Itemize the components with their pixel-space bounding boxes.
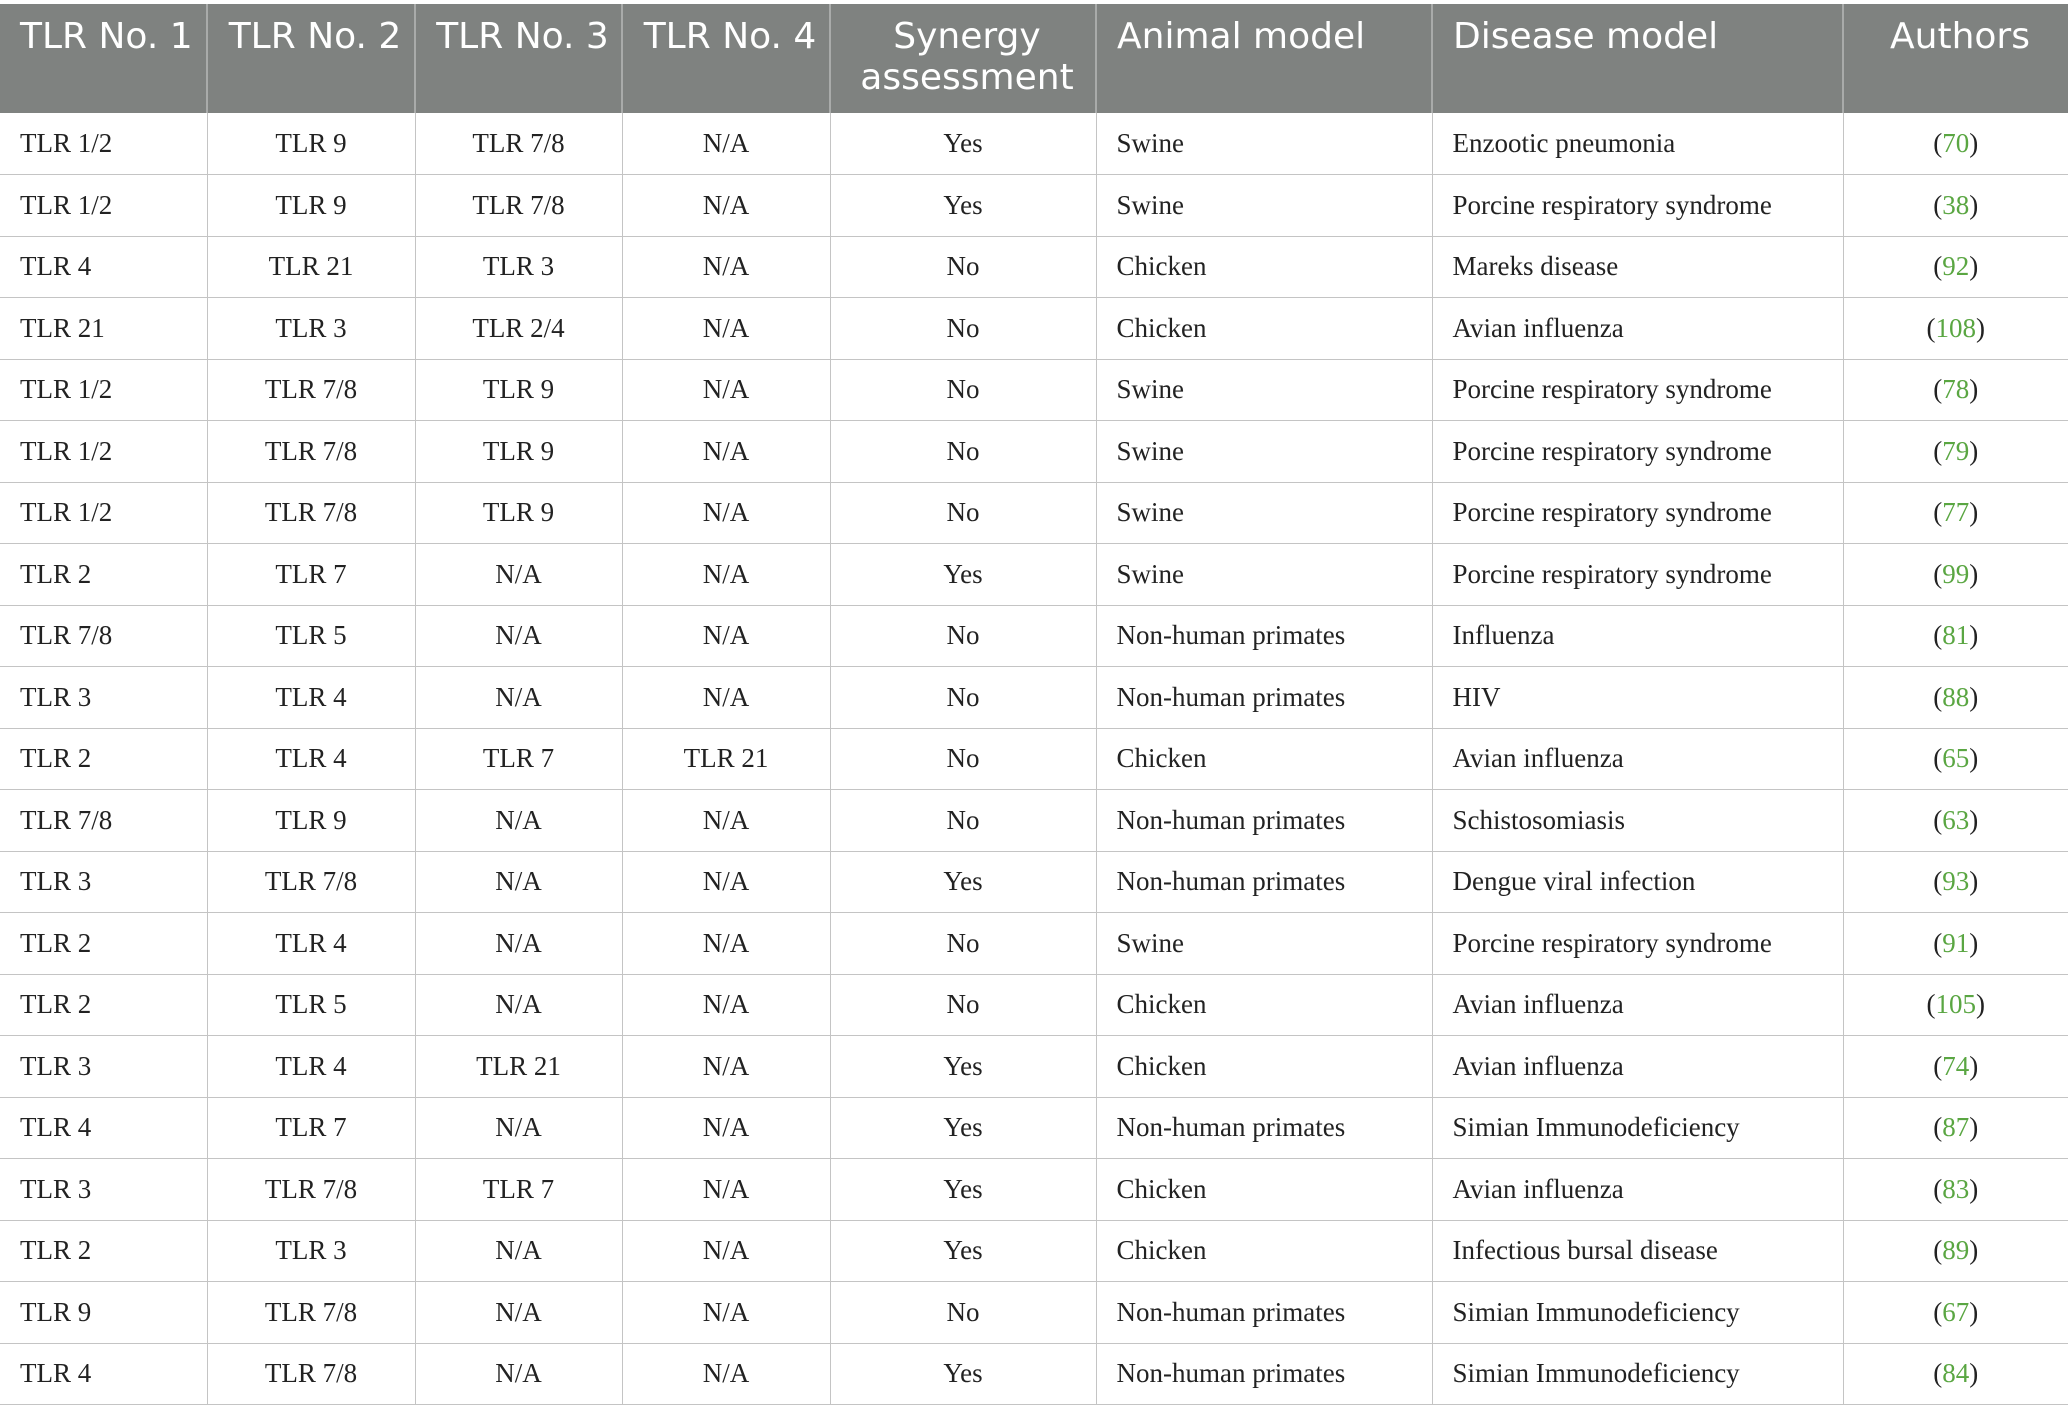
disease-model-cell: Porcine respiratory syndrome bbox=[1432, 913, 1843, 975]
open-paren: ( bbox=[1933, 1235, 1943, 1266]
tlr-2-cell: TLR 7 bbox=[207, 544, 415, 606]
synergy-cell: Yes bbox=[830, 1220, 1096, 1282]
disease-model-cell: Avian influenza bbox=[1432, 1036, 1843, 1098]
table-row bbox=[0, 974, 2068, 1036]
reference-link[interactable]: 65 bbox=[1942, 743, 1970, 774]
open-paren: ( bbox=[1933, 497, 1943, 528]
table-row bbox=[0, 790, 2068, 852]
header-cell: Disease model bbox=[1432, 4, 1843, 113]
animal-model-cell: Swine bbox=[1096, 913, 1432, 975]
tlr-4-cell: N/A bbox=[622, 1343, 830, 1405]
tlr-1-cell: TLR 2 bbox=[0, 974, 207, 1036]
authors-cell bbox=[1843, 298, 2068, 360]
tlr-2-cell: TLR 7/8 bbox=[207, 421, 415, 483]
animal-model-cell: Swine bbox=[1096, 421, 1432, 483]
synergy-cell: Yes bbox=[830, 1159, 1096, 1221]
tlr-2-cell: TLR 7/8 bbox=[207, 482, 415, 544]
animal-model-cell: Non-human primates bbox=[1096, 667, 1432, 729]
close-paren: ) bbox=[1969, 1050, 1979, 1081]
authors-cell bbox=[1843, 236, 2068, 298]
tlr-4-cell: N/A bbox=[622, 544, 830, 606]
tlr-3-cell: TLR 9 bbox=[415, 421, 622, 483]
tlr-3-cell: TLR 9 bbox=[415, 482, 622, 544]
animal-model-cell: Non-human primates bbox=[1096, 1097, 1432, 1159]
open-paren: ( bbox=[1933, 804, 1943, 835]
close-paren: ) bbox=[1976, 312, 1985, 343]
reference-link[interactable]: 87 bbox=[1942, 1112, 1970, 1143]
reference-link[interactable]: 63 bbox=[1942, 804, 1970, 835]
disease-model-cell: Mareks disease bbox=[1432, 236, 1843, 298]
tlr-4-cell: N/A bbox=[622, 236, 830, 298]
tlr-4-cell: N/A bbox=[622, 605, 830, 667]
close-paren: ) bbox=[1969, 1173, 1979, 1204]
disease-model-cell: Porcine respiratory syndrome bbox=[1432, 421, 1843, 483]
open-paren: ( bbox=[1933, 1050, 1943, 1081]
animal-model-cell: Chicken bbox=[1096, 236, 1432, 298]
tlr-1-cell: TLR 3 bbox=[0, 851, 207, 913]
reference-link[interactable]: 105 bbox=[1935, 989, 1976, 1020]
animal-model-cell: Chicken bbox=[1096, 1159, 1432, 1221]
synergy-cell: No bbox=[830, 790, 1096, 852]
disease-model-cell: Porcine respiratory syndrome bbox=[1432, 359, 1843, 421]
header-cell: TLR No. 4 bbox=[622, 4, 830, 113]
reference-link[interactable]: 91 bbox=[1942, 927, 1970, 958]
close-paren: ) bbox=[1969, 927, 1979, 958]
tlr-3-cell: TLR 7/8 bbox=[415, 113, 622, 175]
close-paren: ) bbox=[1969, 497, 1979, 528]
synergy-cell: No bbox=[830, 913, 1096, 975]
synergy-cell: Yes bbox=[830, 544, 1096, 606]
open-paren: ( bbox=[1933, 128, 1943, 158]
animal-model-cell: Swine bbox=[1096, 482, 1432, 544]
tlr-2-cell: TLR 7 bbox=[207, 1097, 415, 1159]
tlr-4-cell: N/A bbox=[622, 1159, 830, 1221]
table-row bbox=[0, 175, 2068, 237]
tlr-4-cell: N/A bbox=[622, 1036, 830, 1098]
synergy-cell: Yes bbox=[830, 175, 1096, 237]
open-paren: ( bbox=[1933, 435, 1943, 466]
table-row bbox=[0, 1282, 2068, 1344]
animal-model-cell: Swine bbox=[1096, 544, 1432, 606]
tlr-4-cell: N/A bbox=[622, 974, 830, 1036]
synergy-cell: No bbox=[830, 298, 1096, 360]
tlr-3-cell: TLR 7 bbox=[415, 728, 622, 790]
reference-link[interactable]: 79 bbox=[1942, 435, 1970, 466]
open-paren: ( bbox=[1926, 989, 1936, 1020]
authors-cell bbox=[1843, 667, 2068, 729]
tlr-4-cell: N/A bbox=[622, 1220, 830, 1282]
tlr-2-cell: TLR 3 bbox=[207, 298, 415, 360]
reference-link[interactable]: 99 bbox=[1942, 558, 1970, 589]
animal-model-cell: Non-human primates bbox=[1096, 1282, 1432, 1344]
reference-link[interactable]: 83 bbox=[1942, 1173, 1970, 1204]
disease-model-cell: Avian influenza bbox=[1432, 974, 1843, 1036]
close-paren: ) bbox=[1969, 189, 1979, 220]
tlr-2-cell: TLR 7/8 bbox=[207, 1343, 415, 1405]
close-paren: ) bbox=[1969, 866, 1979, 897]
tlr-3-cell: N/A bbox=[415, 667, 622, 729]
authors-cell bbox=[1843, 605, 2068, 667]
tlr-3-cell: TLR 7/8 bbox=[415, 175, 622, 237]
tlr-3-cell: N/A bbox=[415, 974, 622, 1036]
close-paren: ) bbox=[1969, 558, 1979, 589]
animal-model-cell: Non-human primates bbox=[1096, 790, 1432, 852]
disease-model-cell: Infectious bursal disease bbox=[1432, 1220, 1843, 1282]
tlr-1-cell: TLR 7/8 bbox=[0, 790, 207, 852]
tlr-2-cell: TLR 9 bbox=[207, 113, 415, 175]
open-paren: ( bbox=[1933, 681, 1943, 712]
reference-link[interactable]: 74 bbox=[1942, 1050, 1970, 1081]
reference-link[interactable]: 70 bbox=[1942, 128, 1970, 158]
reference-link[interactable]: 77 bbox=[1942, 497, 1970, 528]
tlr-1-cell: TLR 1/2 bbox=[0, 482, 207, 544]
open-paren: ( bbox=[1933, 558, 1943, 589]
authors-cell bbox=[1843, 175, 2068, 237]
authors-cell bbox=[1843, 482, 2068, 544]
tlr-1-cell: TLR 21 bbox=[0, 298, 207, 360]
table-row bbox=[0, 359, 2068, 421]
synergy-cell: No bbox=[830, 421, 1096, 483]
tlr-2-cell: TLR 4 bbox=[207, 1036, 415, 1098]
tlr-1-cell: TLR 1/2 bbox=[0, 175, 207, 237]
authors-cell bbox=[1843, 851, 2068, 913]
tlr-1-cell: TLR 1/2 bbox=[0, 359, 207, 421]
authors-cell bbox=[1843, 359, 2068, 421]
disease-model-cell: Enzootic pneumonia bbox=[1432, 113, 1843, 175]
disease-model-cell: Influenza bbox=[1432, 605, 1843, 667]
disease-model-cell: HIV bbox=[1432, 667, 1843, 729]
disease-model-cell: Avian influenza bbox=[1432, 728, 1843, 790]
tlr-2-cell: TLR 7/8 bbox=[207, 1159, 415, 1221]
tlr-1-cell: TLR 3 bbox=[0, 1036, 207, 1098]
tlr-4-cell: TLR 21 bbox=[622, 728, 830, 790]
table-row bbox=[0, 113, 2068, 175]
tlr-1-cell: TLR 4 bbox=[0, 236, 207, 298]
header-cell: TLR No. 3 bbox=[415, 4, 622, 113]
synergy-cell: No bbox=[830, 482, 1096, 544]
reference-link[interactable]: 93 bbox=[1942, 866, 1970, 897]
tlr-1-cell: TLR 2 bbox=[0, 728, 207, 790]
tlr-4-cell: N/A bbox=[622, 175, 830, 237]
tlr-2-cell: TLR 7/8 bbox=[207, 359, 415, 421]
open-paren: ( bbox=[1926, 312, 1936, 343]
tlr-4-cell: N/A bbox=[622, 482, 830, 544]
tlr-3-cell: TLR 9 bbox=[415, 359, 622, 421]
animal-model-cell: Chicken bbox=[1096, 728, 1432, 790]
tlr-1-cell: TLR 9 bbox=[0, 1282, 207, 1344]
tlr-3-cell: N/A bbox=[415, 1282, 622, 1344]
close-paren: ) bbox=[1969, 251, 1979, 282]
reference-link[interactable]: 84 bbox=[1942, 1358, 1970, 1389]
disease-model-cell: Simian Immunodeficiency bbox=[1432, 1282, 1843, 1344]
animal-model-cell: Chicken bbox=[1096, 298, 1432, 360]
close-paren: ) bbox=[1969, 1112, 1979, 1143]
animal-model-cell: Non-human primates bbox=[1096, 1343, 1432, 1405]
table-row bbox=[0, 1097, 2068, 1159]
table-body bbox=[0, 113, 2068, 1405]
open-paren: ( bbox=[1933, 374, 1943, 405]
open-paren: ( bbox=[1933, 189, 1943, 220]
animal-model-cell: Swine bbox=[1096, 175, 1432, 237]
synergy-cell: No bbox=[830, 667, 1096, 729]
tlr-3-cell: N/A bbox=[415, 1343, 622, 1405]
tlr-4-cell: N/A bbox=[622, 667, 830, 729]
table-row bbox=[0, 482, 2068, 544]
tlr-2-cell: TLR 4 bbox=[207, 728, 415, 790]
tlr-2-cell: TLR 7/8 bbox=[207, 851, 415, 913]
reference-link[interactable]: 67 bbox=[1942, 1296, 1970, 1327]
table-row bbox=[0, 236, 2068, 298]
disease-model-cell: Avian influenza bbox=[1432, 1159, 1843, 1221]
table-row bbox=[0, 421, 2068, 483]
synergy-cell: Yes bbox=[830, 113, 1096, 175]
open-paren: ( bbox=[1933, 866, 1943, 897]
tlr-combination-table bbox=[0, 4, 2068, 1405]
close-paren: ) bbox=[1969, 1296, 1979, 1327]
reference-link[interactable]: 81 bbox=[1942, 620, 1970, 651]
tlr-1-cell: TLR 2 bbox=[0, 913, 207, 975]
close-paren: ) bbox=[1969, 128, 1979, 158]
authors-cell bbox=[1843, 1159, 2068, 1221]
tlr-2-cell: TLR 4 bbox=[207, 913, 415, 975]
disease-model-cell: Porcine respiratory syndrome bbox=[1432, 544, 1843, 606]
disease-model-cell: Porcine respiratory syndrome bbox=[1432, 482, 1843, 544]
header-cell: Animal model bbox=[1096, 4, 1432, 113]
tlr-3-cell: TLR 7 bbox=[415, 1159, 622, 1221]
disease-model-cell: Simian Immunodeficiency bbox=[1432, 1097, 1843, 1159]
authors-cell bbox=[1843, 1343, 2068, 1405]
table-row bbox=[0, 913, 2068, 975]
synergy-cell: Yes bbox=[830, 1343, 1096, 1405]
tlr-4-cell: N/A bbox=[622, 790, 830, 852]
animal-model-cell: Chicken bbox=[1096, 974, 1432, 1036]
authors-cell bbox=[1843, 1220, 2068, 1282]
tlr-4-cell: N/A bbox=[622, 421, 830, 483]
animal-model-cell: Swine bbox=[1096, 359, 1432, 421]
tlr-2-cell: TLR 7/8 bbox=[207, 1282, 415, 1344]
authors-cell bbox=[1843, 913, 2068, 975]
tlr-4-cell: N/A bbox=[622, 113, 830, 175]
tlr-1-cell: TLR 2 bbox=[0, 544, 207, 606]
authors-cell bbox=[1843, 790, 2068, 852]
synergy-cell: Yes bbox=[830, 1097, 1096, 1159]
animal-model-cell: Non-human primates bbox=[1096, 605, 1432, 667]
tlr-4-cell: N/A bbox=[622, 913, 830, 975]
tlr-3-cell: TLR 21 bbox=[415, 1036, 622, 1098]
animal-model-cell: Swine bbox=[1096, 113, 1432, 175]
tlr-2-cell: TLR 4 bbox=[207, 667, 415, 729]
animal-model-cell: Chicken bbox=[1096, 1036, 1432, 1098]
authors-cell bbox=[1843, 113, 2068, 175]
tlr-4-cell: N/A bbox=[622, 359, 830, 421]
tlr-1-cell: TLR 4 bbox=[0, 1097, 207, 1159]
open-paren: ( bbox=[1933, 1296, 1943, 1327]
tlr-2-cell: TLR 21 bbox=[207, 236, 415, 298]
synergy-cell: No bbox=[830, 605, 1096, 667]
open-paren: ( bbox=[1933, 927, 1943, 958]
open-paren: ( bbox=[1933, 1112, 1943, 1143]
tlr-3-cell: N/A bbox=[415, 913, 622, 975]
disease-model-cell: Porcine respiratory syndrome bbox=[1432, 175, 1843, 237]
open-paren: ( bbox=[1933, 1358, 1943, 1389]
close-paren: ) bbox=[1969, 1235, 1979, 1266]
close-paren: ) bbox=[1969, 681, 1979, 712]
close-paren: ) bbox=[1969, 374, 1979, 405]
tlr-3-cell: N/A bbox=[415, 1220, 622, 1282]
close-paren: ) bbox=[1969, 743, 1979, 774]
close-paren: ) bbox=[1969, 1358, 1979, 1389]
close-paren: ) bbox=[1969, 804, 1979, 835]
tlr-3-cell: N/A bbox=[415, 851, 622, 913]
table-row bbox=[0, 1343, 2068, 1405]
reference-link[interactable]: 89 bbox=[1942, 1235, 1970, 1266]
disease-model-cell: Simian Immunodeficiency bbox=[1432, 1343, 1843, 1405]
close-paren: ) bbox=[1969, 620, 1979, 651]
disease-model-cell: Schistosomiasis bbox=[1432, 790, 1843, 852]
header-cell: Authors bbox=[1843, 4, 2068, 113]
open-paren: ( bbox=[1933, 1173, 1943, 1204]
authors-cell bbox=[1843, 728, 2068, 790]
close-paren: ) bbox=[1976, 989, 1985, 1020]
tlr-3-cell: N/A bbox=[415, 790, 622, 852]
tlr-1-cell: TLR 7/8 bbox=[0, 605, 207, 667]
authors-cell bbox=[1843, 1036, 2068, 1098]
synergy-cell: No bbox=[830, 728, 1096, 790]
open-paren: ( bbox=[1933, 251, 1943, 282]
authors-cell bbox=[1843, 1282, 2068, 1344]
reference-link[interactable]: 92 bbox=[1942, 251, 1970, 282]
tlr-1-cell: TLR 4 bbox=[0, 1343, 207, 1405]
tlr-4-cell: N/A bbox=[622, 851, 830, 913]
open-paren: ( bbox=[1933, 743, 1943, 774]
tlr-4-cell: N/A bbox=[622, 1282, 830, 1344]
authors-cell bbox=[1843, 974, 2068, 1036]
header-row bbox=[0, 4, 2068, 113]
synergy-cell: No bbox=[830, 359, 1096, 421]
header-cell: TLR No. 2 bbox=[207, 4, 415, 113]
tlr-1-cell: TLR 1/2 bbox=[0, 113, 207, 175]
tlr-3-cell: N/A bbox=[415, 605, 622, 667]
tlr-1-cell: TLR 3 bbox=[0, 1159, 207, 1221]
tlr-2-cell: TLR 9 bbox=[207, 790, 415, 852]
tlr-1-cell: TLR 2 bbox=[0, 1220, 207, 1282]
table-row bbox=[0, 728, 2068, 790]
tlr-2-cell: TLR 9 bbox=[207, 175, 415, 237]
disease-model-cell: Dengue viral infection bbox=[1432, 851, 1843, 913]
table-row bbox=[0, 298, 2068, 360]
table-row bbox=[0, 851, 2068, 913]
synergy-cell: No bbox=[830, 236, 1096, 298]
tlr-1-cell: TLR 1/2 bbox=[0, 421, 207, 483]
synergy-cell: Yes bbox=[830, 1036, 1096, 1098]
animal-model-cell: Chicken bbox=[1096, 1220, 1432, 1282]
synergy-cell: No bbox=[830, 1282, 1096, 1344]
authors-cell bbox=[1843, 421, 2068, 483]
table-row bbox=[0, 1036, 2068, 1098]
table-row bbox=[0, 1159, 2068, 1221]
table-row bbox=[0, 544, 2068, 606]
reference-link[interactable]: 38 bbox=[1942, 189, 1970, 220]
tlr-3-cell: TLR 3 bbox=[415, 236, 622, 298]
header-cell: TLR No. 1 bbox=[0, 4, 207, 113]
synergy-cell: Yes bbox=[830, 851, 1096, 913]
close-paren: ) bbox=[1969, 435, 1979, 466]
table-row bbox=[0, 1220, 2068, 1282]
synergy-cell: No bbox=[830, 974, 1096, 1036]
tlr-4-cell: N/A bbox=[622, 298, 830, 360]
table-row bbox=[0, 667, 2068, 729]
header-cell: Synergy assessment bbox=[830, 4, 1096, 113]
table-row bbox=[0, 605, 2068, 667]
open-paren: ( bbox=[1933, 620, 1943, 651]
reference-link[interactable]: 108 bbox=[1935, 312, 1976, 343]
reference-link[interactable]: 88 bbox=[1942, 681, 1970, 712]
authors-cell bbox=[1843, 544, 2068, 606]
authors-cell bbox=[1843, 1097, 2068, 1159]
reference-link[interactable]: 78 bbox=[1942, 374, 1970, 405]
tlr-1-cell: TLR 3 bbox=[0, 667, 207, 729]
tlr-3-cell: TLR 2/4 bbox=[415, 298, 622, 360]
tlr-4-cell: N/A bbox=[622, 1097, 830, 1159]
tlr-2-cell: TLR 3 bbox=[207, 1220, 415, 1282]
animal-model-cell: Non-human primates bbox=[1096, 851, 1432, 913]
tlr-2-cell: TLR 5 bbox=[207, 605, 415, 667]
tlr-3-cell: N/A bbox=[415, 1097, 622, 1159]
tlr-3-cell: N/A bbox=[415, 544, 622, 606]
tlr-2-cell: TLR 5 bbox=[207, 974, 415, 1036]
disease-model-cell: Avian influenza bbox=[1432, 298, 1843, 360]
